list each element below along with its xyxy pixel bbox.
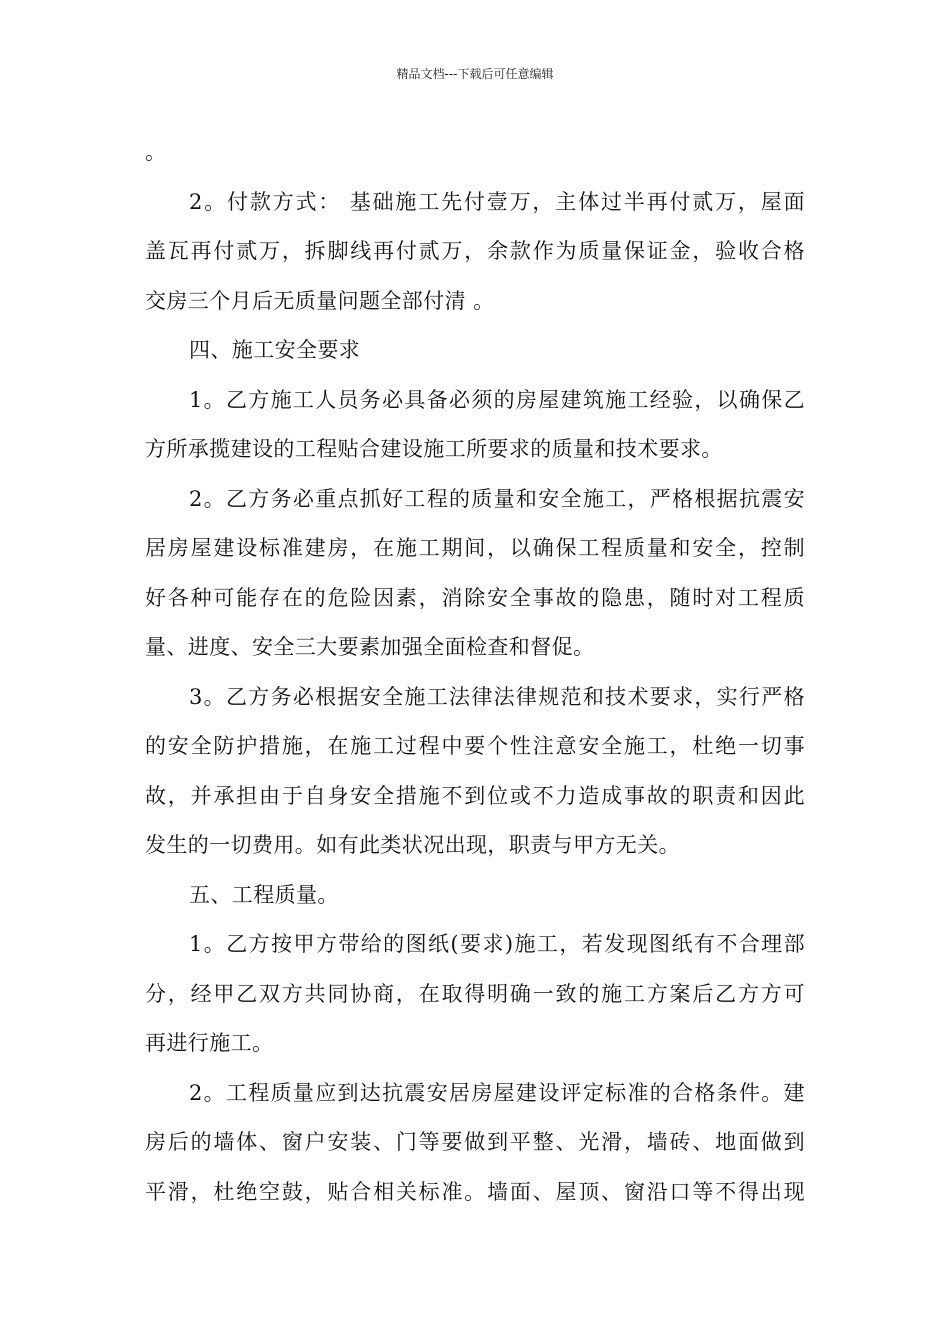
text-line: 好各种可能存在的危险因素，消除安全事故的隐患，随时对工程质 <box>145 585 805 610</box>
text-line: 盖瓦再付贰万，拆脚线再付贰万，余款作为质量保证金，验收合格 <box>145 239 805 263</box>
text-line: 发生的一切费用。如有此类状况出现，职责与甲方无关。 <box>145 833 680 857</box>
text-line: 居房屋建设标准建房，在施工期间，以确保工程质量和安全，控制 <box>145 536 805 560</box>
text-line: 方所承揽建设的工程贴合建设施工所要求的质量和技术要求。 <box>145 437 723 461</box>
text-line: 故，并承担由于自身安全措施不到位或不力造成事故的职责和因此 <box>145 783 805 808</box>
text-line: 2。付款方式： 基础施工先付壹万，主体过半再付贰万，屋面 <box>189 189 805 214</box>
text-line: 五、工程质量。 <box>189 882 339 907</box>
text-line: 。 <box>145 140 167 164</box>
text-line: 量、进度、安全三大要素加强全面检查和督促。 <box>145 635 595 659</box>
text-line: 分，经甲乙双方共同协商，在取得明确一致的施工方案后乙方方可 <box>145 981 805 1006</box>
text-line: 的安全防护措施，在施工过程中要个性注意安全施工，杜绝一切事 <box>145 734 805 758</box>
text-line: 交房三个月后无质量问题全部付清 。 <box>145 288 495 313</box>
text-line: 1。乙方施工人员务必具备必须的房屋建筑施工经验，以确保乙 <box>189 387 805 412</box>
text-line: 2。工程质量应到达抗震安居房屋建设评定标准的合格条件。建 <box>189 1080 805 1105</box>
text-line: 2。乙方务必重点抓好工程的质量和安全施工，严格根据抗震安 <box>189 486 805 511</box>
text-line: 房后的墙体、窗户安装、门等要做到平整、光滑，墙砖、地面做到 <box>145 1130 805 1154</box>
document-body <box>145 128 805 1217</box>
text-line: 1。乙方按甲方带给的图纸(要求)施工，若发现图纸有不合理部 <box>189 932 805 956</box>
page-header: 精品文档---下载后可任意编辑 <box>396 67 554 81</box>
text-line: 四、施工安全要求 <box>189 338 361 362</box>
text-line: 平滑，杜绝空鼓，贴合相关标准。墙面、屋顶、窗沿口等不得出现 <box>145 1179 805 1204</box>
text-line: 再进行施工。 <box>145 1031 274 1055</box>
text-line: 3。乙方务必根据安全施工法律法律规范和技术要求，实行严格 <box>189 684 805 709</box>
